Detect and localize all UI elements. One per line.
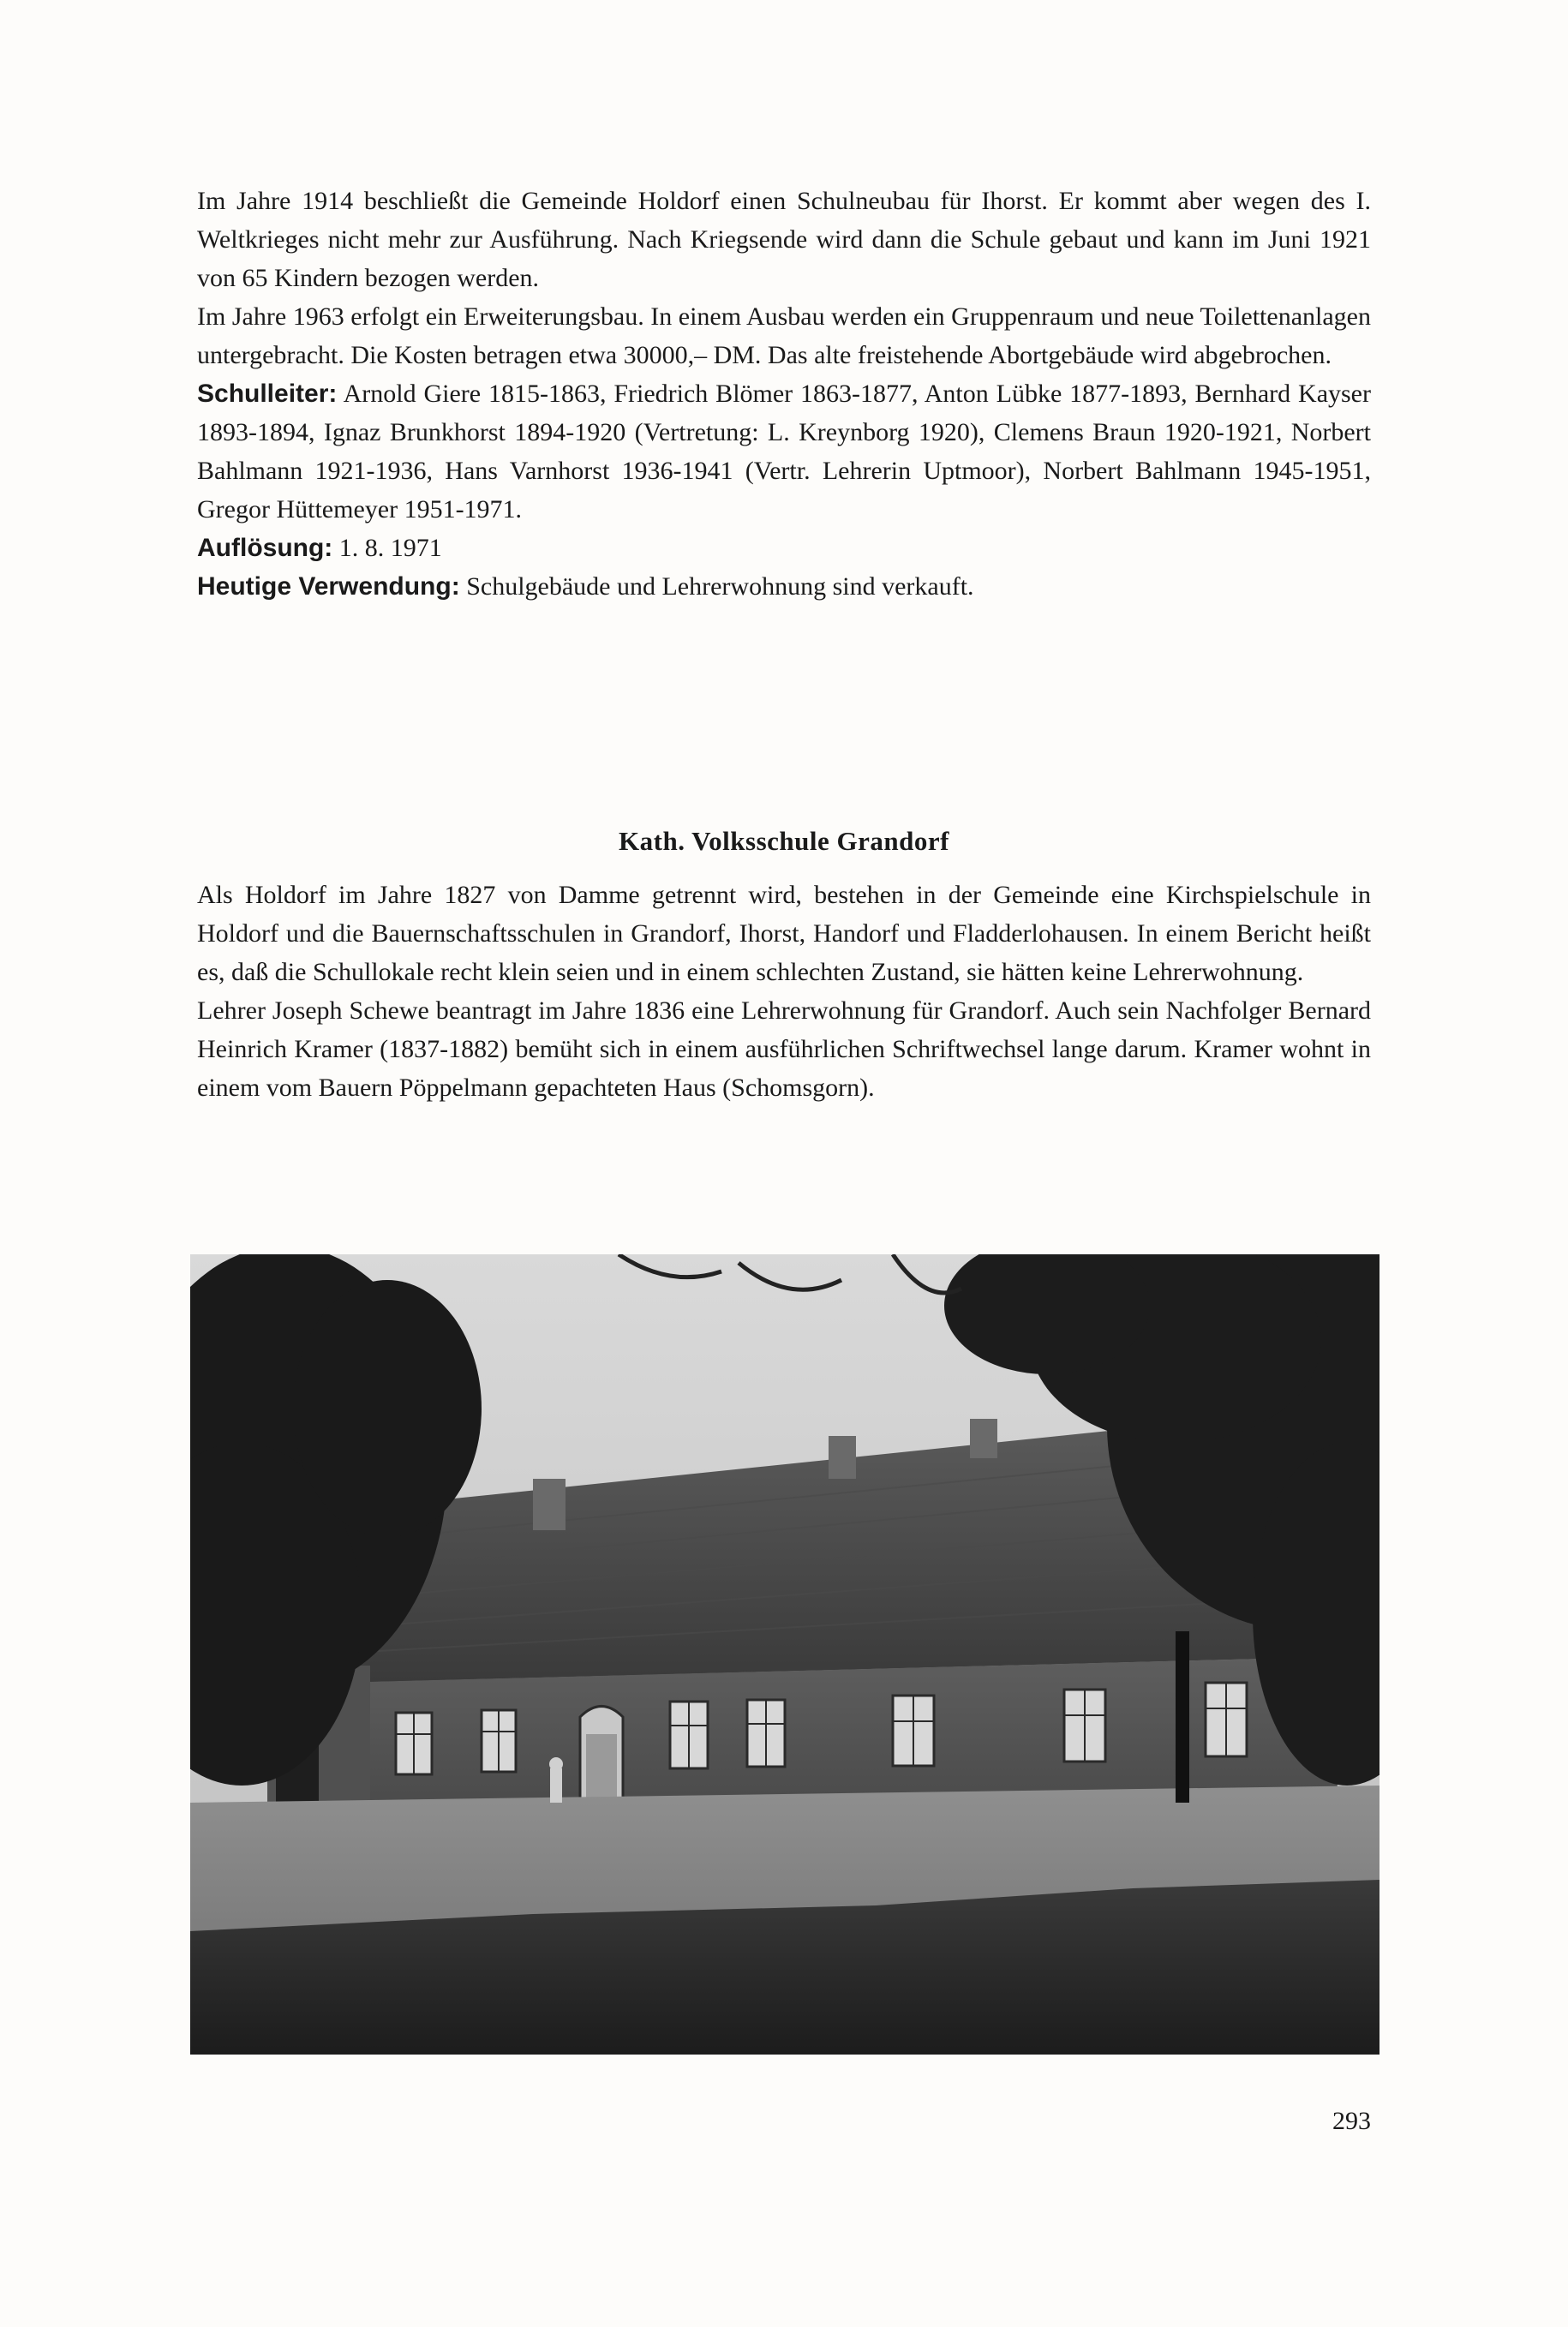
verwendung-text: Schulgebäude und Lehrerwohnung sind verkauft.	[459, 572, 974, 601]
paragraph-holdorf-1827: Als Holdorf im Jahre 1827 von Damme getrennt wird, bestehen in der Gemeinde eine Kirchspielschule in Holdorf und die Bauernschaftsschulen in Grandorf, Ihorst, Handorf und Fladderlohausen. In einem Bericht heißt es, daß die Schullokale recht klein seien und in einem schlechten Zustand, sie hätten keine Lehrerwohnung.	[197, 881, 1371, 986]
paragraph-verwendung	[197, 567, 1371, 606]
aufloesung-text: 1. 8. 1971	[332, 534, 442, 562]
paragraph-schulleiter	[197, 374, 1371, 529]
text-block-ihorst	[197, 182, 1371, 606]
section-heading: Kath. Volksschule Grandorf	[619, 826, 949, 856]
schulleiter-label: Schulleiter:	[197, 380, 338, 408]
verwendung-label: Heutige Verwendung:	[197, 572, 460, 601]
school-building-photo	[190, 1254, 1379, 2055]
paragraph-erweiterungsbau: Im Jahre 1963 erfolgt ein Erweiterungsbau. In einem Ausbau werden ein Gruppenraum und neue Toilettenanlagen untergebracht. Die Kosten betragen etwa 30000,– DM. Das alte freistehende Abortgebäude wird abgebrochen.	[197, 302, 1371, 369]
aufloesung-label: Auflösung:	[197, 534, 333, 562]
paragraph-lehrerwohnung: Lehrer Joseph Schewe beantragt im Jahre 1836 eine Lehrerwohnung für Grandorf. Auch sein Nachfolger Bernard Heinrich Kramer (1837-1882) bemüht sich in einem ausführlichen Schriftwechsel lange darum. Kramer wohnt in einem vom Bauern Pöppelmann gepachteten Haus (Schomsgorn).	[197, 996, 1371, 1102]
page-number: 293	[1332, 2107, 1371, 2135]
paragraph-aufloesung	[197, 529, 1371, 567]
paragraph-schulneubau: Im Jahre 1914 beschließt die Gemeinde Holdorf einen Schulneubau für Ihorst. Er kommt aber wegen des I. Weltkrieges nicht mehr zur Ausführung. Nach Kriegsende wird dann die Schule gebaut und kann im Juni 1921 von 65 Kindern bezogen werden.	[197, 187, 1371, 292]
text-block-grandorf	[197, 876, 1371, 1107]
schulleiter-text: Arnold Giere 1815-1863, Friedrich Blömer 1863-1877, Anton Lübke 1877-1893, Bernhard Kayser 1893-1894, Ignaz Brunkhorst 1894-1920 (Vertretung: L. Kreynborg 1920), Clemens Braun 1920-1921, Norbert Bahlmann 1921-1936, Hans Varnhorst 1936-1941 (Vertr. Lehrerin Uptmoor), Norbert Bahlmann 1945-1951, Gregor Hüttemeyer 1951-1971.	[197, 380, 1371, 523]
